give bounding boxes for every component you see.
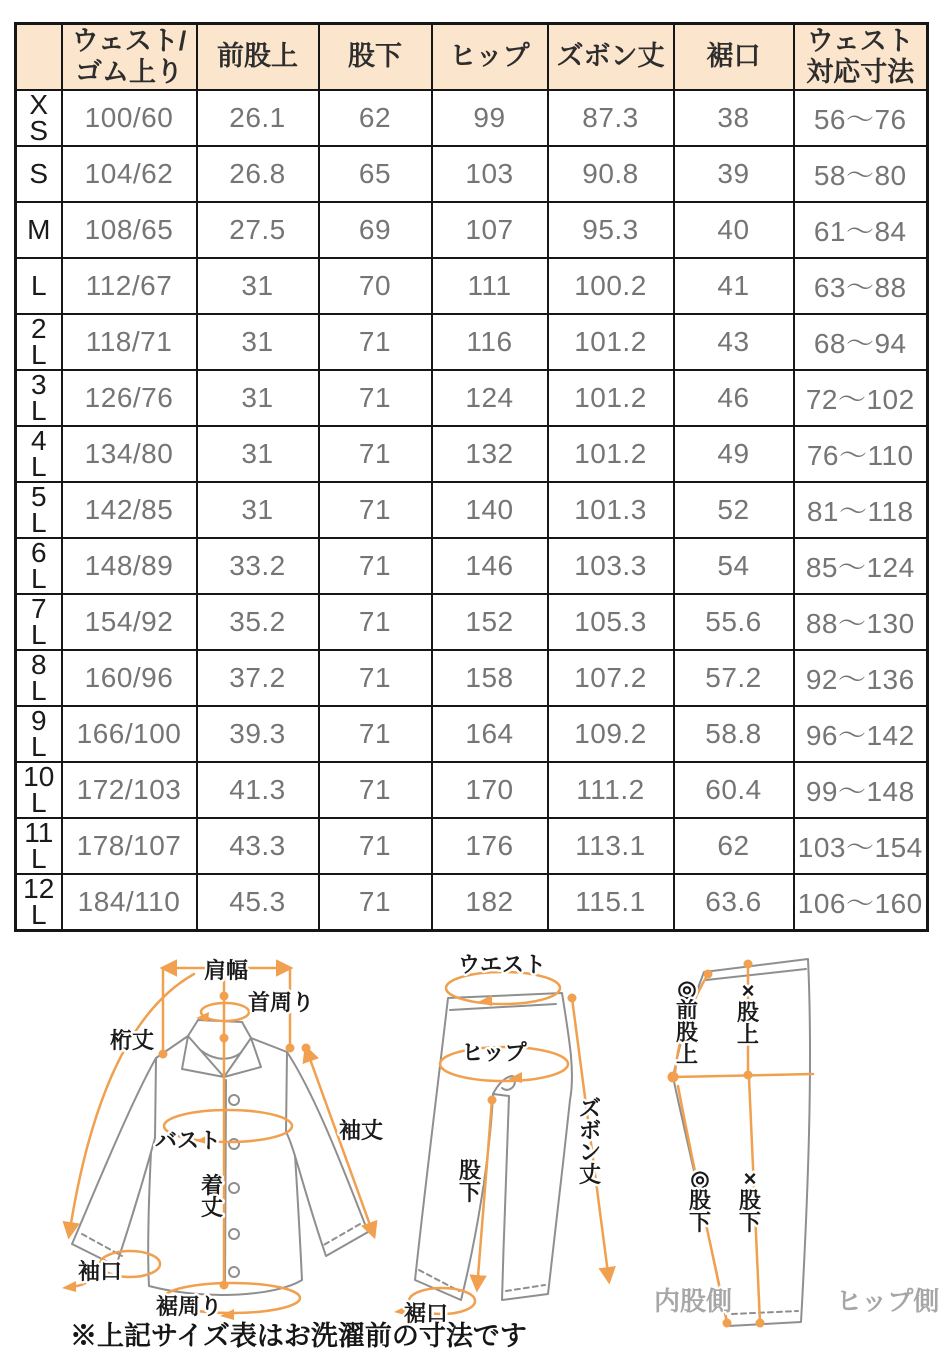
size-value-cell: 166/100 (62, 706, 197, 762)
size-value-cell: 126/76 (62, 370, 197, 426)
size-value-cell: 69 (319, 202, 432, 258)
size-value-cell: 109.2 (548, 706, 674, 762)
size-value-cell: 31 (197, 370, 319, 426)
size-value-cell: 146 (432, 538, 548, 594)
size-value-cell: 62 (319, 90, 432, 146)
table-row (16, 594, 928, 650)
table-row (16, 650, 928, 706)
pants-length-label: ズボン丈 (578, 1096, 602, 1187)
size-value-cell: 112/67 (62, 258, 197, 314)
button-dot (229, 1139, 239, 1149)
size-value-cell: 111.2 (548, 762, 674, 818)
size-label: 6 L (16, 538, 62, 594)
size-value-cell: 178/107 (62, 818, 197, 874)
measure-dot (668, 1072, 679, 1083)
size-value-cell: 39.3 (197, 706, 319, 762)
size-value-cell: 31 (197, 314, 319, 370)
size-value-cell: 96〜142 (794, 706, 928, 762)
size-value-cell: 170 (432, 762, 548, 818)
size-value-cell: 49 (674, 426, 794, 482)
size-value-cell: 99 (432, 90, 548, 146)
size-table-body (16, 90, 928, 930)
pants-side-diagram (650, 946, 940, 1338)
hem-opening-label: 裾口 (403, 1301, 449, 1326)
size-value-cell: 154/92 (62, 594, 197, 650)
size-value-cell: 106〜160 (794, 874, 928, 930)
size-value-cell: 132 (432, 426, 548, 482)
table-row (16, 370, 928, 426)
size-value-cell: 31 (197, 426, 319, 482)
hem-girth-label: 裾周り (155, 1294, 223, 1319)
table-row (16, 90, 928, 146)
inseam-side-label: ×股下 (738, 1166, 762, 1235)
size-value-cell: 40 (674, 202, 794, 258)
measure-dot (220, 1034, 229, 1043)
size-label: 3 L (16, 370, 62, 426)
inner-thigh-side-label: 内股側 (654, 1286, 733, 1316)
size-value-cell: 100/60 (62, 90, 197, 146)
size-label: 12 L (16, 874, 62, 930)
column-header: ズボン丈 (548, 24, 674, 91)
size-value-cell: 52 (674, 482, 794, 538)
cuff-opening-label: 袖口 (77, 1259, 123, 1284)
size-value-cell: 63〜88 (794, 258, 928, 314)
measure-dot (302, 1044, 311, 1053)
size-value-cell: 55.6 (674, 594, 794, 650)
size-value-cell: 152 (432, 594, 548, 650)
table-row (16, 762, 928, 818)
button-dot (229, 1183, 239, 1193)
size-value-cell: 76〜110 (794, 426, 928, 482)
size-value-cell: 38 (674, 90, 794, 146)
table-row (16, 482, 928, 538)
size-value-cell: 31 (197, 482, 319, 538)
measure-dot (286, 1044, 295, 1053)
size-value-cell: 182 (432, 874, 548, 930)
size-label: M (16, 202, 62, 258)
size-label: X S (16, 90, 62, 146)
pants-front-diagram (390, 948, 660, 1328)
size-value-cell: 113.1 (548, 818, 674, 874)
size-value-cell: 60.4 (674, 762, 794, 818)
button-dot (229, 1229, 239, 1239)
pre-wash-note: ※上記サイズ表はお洗濯前の寸法です (70, 1321, 527, 1351)
size-value-cell: 45.3 (197, 874, 319, 930)
inseam-label: 股下 (458, 1158, 482, 1205)
button-dot (229, 1267, 239, 1277)
size-value-cell: 71 (319, 426, 432, 482)
size-value-cell: 61〜84 (794, 202, 928, 258)
size-value-cell: 134/80 (62, 426, 197, 482)
size-value-cell: 57.2 (674, 650, 794, 706)
measure-dot (744, 960, 753, 969)
table-row (16, 538, 928, 594)
hip-label: ヒップ (461, 1040, 527, 1065)
size-value-cell: 176 (432, 818, 548, 874)
waist-label: ウエスト (457, 952, 547, 977)
size-value-cell: 158 (432, 650, 548, 706)
size-value-cell: 71 (319, 874, 432, 930)
button-dot (229, 1095, 239, 1105)
table-row (16, 706, 928, 762)
measure-dot (159, 1050, 168, 1059)
size-value-cell: 148/89 (62, 538, 197, 594)
size-value-cell: 46 (674, 370, 794, 426)
size-label: 8 L (16, 650, 62, 706)
size-value-cell: 111 (432, 258, 548, 314)
size-label: 9 L (16, 706, 62, 762)
table-row (16, 874, 928, 930)
size-label: 7 L (16, 594, 62, 650)
size-value-cell: 118/71 (62, 314, 197, 370)
size-value-cell: 99〜148 (794, 762, 928, 818)
size-value-cell: 56〜76 (794, 90, 928, 146)
corner-cell (16, 24, 62, 91)
size-value-cell: 90.8 (548, 146, 674, 202)
collar-band (188, 1020, 251, 1038)
size-value-cell: 124 (432, 370, 548, 426)
header-row (16, 24, 928, 91)
column-header: ウェスト/ゴム上り (62, 24, 197, 91)
size-value-cell: 71 (319, 370, 432, 426)
size-value-cell: 81〜118 (794, 482, 928, 538)
size-value-cell: 142/85 (62, 482, 197, 538)
size-value-cell: 100.2 (548, 258, 674, 314)
size-value-cell: 172/103 (62, 762, 197, 818)
size-value-cell: 54 (674, 538, 794, 594)
size-label: 4 L (16, 426, 62, 482)
rise-label: ×股上 (736, 978, 760, 1047)
size-value-cell: 37.2 (197, 650, 319, 706)
size-value-cell: 71 (319, 818, 432, 874)
shirt-measurement-diagram (36, 948, 436, 1322)
size-value-cell: 108/65 (62, 202, 197, 258)
size-label: 10 L (16, 762, 62, 818)
size-value-cell: 71 (319, 314, 432, 370)
size-value-cell: 35.2 (197, 594, 319, 650)
size-value-cell: 62 (674, 818, 794, 874)
size-value-cell: 101.3 (548, 482, 674, 538)
measure-dot (704, 970, 713, 979)
neck-girth-label: 首周り (248, 990, 315, 1015)
size-value-cell: 58.8 (674, 706, 794, 762)
size-value-cell: 26.8 (197, 146, 319, 202)
size-value-cell: 68〜94 (794, 314, 928, 370)
size-value-cell: 103 (432, 146, 548, 202)
size-value-cell: 71 (319, 650, 432, 706)
size-value-cell: 87.3 (548, 90, 674, 146)
table-row (16, 258, 928, 314)
size-value-cell: 58〜80 (794, 146, 928, 202)
column-header: 前股上 (197, 24, 319, 91)
front-rise-label: ◎前股上 (675, 976, 699, 1067)
size-value-cell: 85〜124 (794, 538, 928, 594)
size-value-cell: 27.5 (197, 202, 319, 258)
inseam-inner-label: ◎股下 (688, 1166, 712, 1235)
table-row (16, 146, 928, 202)
size-value-cell: 103〜154 (794, 818, 928, 874)
measure-dot (568, 994, 577, 1003)
size-chart-table (14, 22, 929, 932)
shoulder-width-label: 肩幅 (203, 958, 249, 983)
table-row (16, 818, 928, 874)
arrow-left-icon (62, 1281, 76, 1292)
sleeve-length-label: 袖丈 (338, 1118, 384, 1143)
column-header: ヒップ (432, 24, 548, 91)
size-value-cell: 101.2 (548, 314, 674, 370)
column-header: 股下 (319, 24, 432, 91)
size-label: L (16, 258, 62, 314)
measure-dot (756, 1319, 765, 1328)
size-value-cell: 63.6 (674, 874, 794, 930)
size-value-cell: 103.3 (548, 538, 674, 594)
measure-dot (723, 1319, 732, 1328)
bust-label: バスト (154, 1128, 222, 1153)
table-row (16, 202, 928, 258)
size-value-cell: 95.3 (548, 202, 674, 258)
table-row (16, 426, 928, 482)
size-value-cell: 164 (432, 706, 548, 762)
size-value-cell: 41 (674, 258, 794, 314)
size-value-cell: 101.2 (548, 426, 674, 482)
size-value-cell: 71 (319, 594, 432, 650)
size-value-cell: 41.3 (197, 762, 319, 818)
measure-dot (488, 1096, 497, 1105)
hip-side-label: ヒップ側 (836, 1286, 940, 1316)
size-value-cell: 43.3 (197, 818, 319, 874)
size-value-cell: 104/62 (62, 146, 197, 202)
size-value-cell: 71 (319, 706, 432, 762)
size-value-cell: 71 (319, 482, 432, 538)
left-lapel (182, 1036, 224, 1077)
size-value-cell: 31 (197, 258, 319, 314)
yuki-length-label: 桁丈 (109, 1028, 155, 1053)
size-value-cell: 105.3 (548, 594, 674, 650)
size-value-cell: 72〜102 (794, 370, 928, 426)
size-value-cell: 92〜136 (794, 650, 928, 706)
size-value-cell: 140 (432, 482, 548, 538)
size-value-cell: 115.1 (548, 874, 674, 930)
size-value-cell: 184/110 (62, 874, 197, 930)
size-value-cell: 70 (319, 258, 432, 314)
size-value-cell: 71 (319, 538, 432, 594)
size-value-cell: 101.2 (548, 370, 674, 426)
size-value-cell: 39 (674, 146, 794, 202)
size-value-cell: 107.2 (548, 650, 674, 706)
table-header (16, 24, 928, 91)
column-header: 裾口 (674, 24, 794, 91)
size-label: 2 L (16, 314, 62, 370)
size-value-cell: 71 (319, 762, 432, 818)
size-label: 5 L (16, 482, 62, 538)
table-row (16, 314, 928, 370)
body-length-label: 着丈 (200, 1173, 224, 1220)
size-value-cell: 116 (432, 314, 548, 370)
size-value-cell: 43 (674, 314, 794, 370)
size-label: 11 L (16, 818, 62, 874)
size-value-cell: 88〜130 (794, 594, 928, 650)
size-value-cell: 26.1 (197, 90, 319, 146)
size-value-cell: 65 (319, 146, 432, 202)
size-value-cell: 107 (432, 202, 548, 258)
size-value-cell: 33.2 (197, 538, 319, 594)
measure-dot (220, 992, 229, 1001)
column-header: ウェスト対応寸法 (794, 24, 928, 91)
size-label: S (16, 146, 62, 202)
size-value-cell: 160/96 (62, 650, 197, 706)
